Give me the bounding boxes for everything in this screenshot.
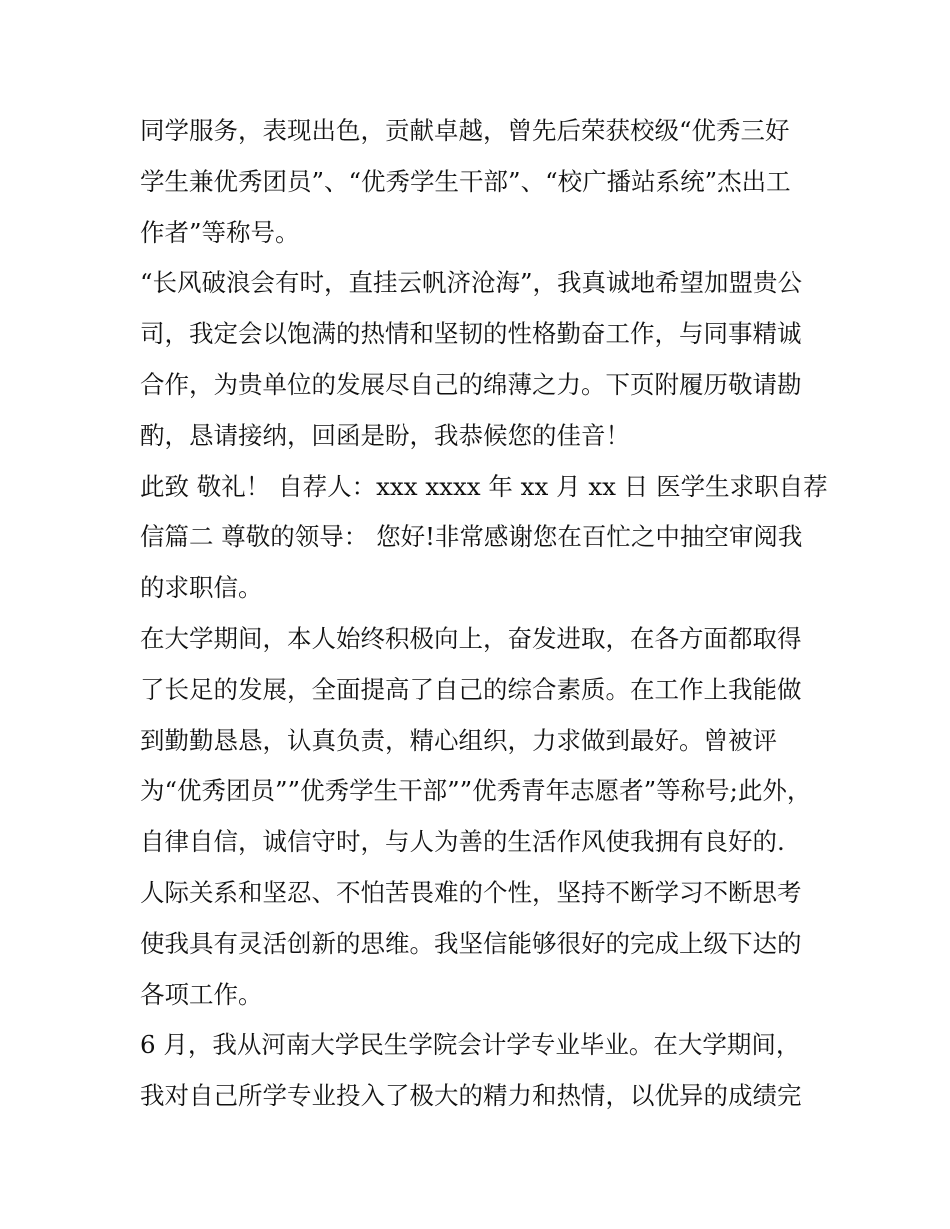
text-line: 为“优秀团员””优秀学生干部””优秀青年志愿者”等称号;此外， bbox=[140, 776, 812, 806]
text-line: 酌，恳请接纳，回函是盼，我恭候您的佳音！ bbox=[140, 420, 630, 450]
text-line: 学生兼优秀团员”、“优秀学生干部”、“校广播站系统”杰出工 bbox=[140, 166, 791, 196]
text-line: 作者”等称号。 bbox=[140, 217, 300, 247]
text-line: 的求职信。 bbox=[140, 573, 263, 603]
text-line: “长风破浪会有时，直挂云帆济沧海”，我真诚地希望加盟贵公 bbox=[140, 268, 803, 298]
text-line: 6 月，我从河南大学民生学院会计学专业毕业。在大学期间， bbox=[140, 1030, 801, 1060]
text-line: 合作，为贵单位的发展尽自己的绵薄之力。下页附履历敬请勘 bbox=[140, 369, 802, 399]
text-line: 使我具有灵活创新的思维。我坚信能够很好的完成上级下达的 bbox=[140, 928, 802, 958]
text-line: 到勤勤恳恳，认真负责，精心组织，力求做到最好。曾被评 bbox=[140, 725, 777, 755]
text-line: 人际关系和坚忍、不怕苦畏难的个性，坚持不断学习不断思考 bbox=[140, 877, 802, 907]
text-line: 司，我定会以饱满的热情和坚韧的性格勤奋工作，与同事精诚 bbox=[140, 319, 802, 349]
text-line: 自律自信，诚信守时，与人为善的生活作风使我拥有良好的. bbox=[140, 827, 785, 857]
text-line: 在大学期间，本人始终积极向上，奋发进取，在各方面都取得 bbox=[140, 623, 802, 653]
text-line: 信篇二 尊敬的领导： 您好!非常感谢您在百忙之中抽空审阅我 bbox=[140, 522, 803, 552]
text-line: 各项工作。 bbox=[140, 979, 263, 1009]
text-line: 此致 敬礼！ 自荐人：xxx xxxx 年 xx 月 xx 日 医学生求职自荐 bbox=[140, 471, 828, 501]
document-body bbox=[140, 106, 828, 1122]
text-line: 了长足的发展，全面提高了自己的综合素质。在工作上我能做 bbox=[140, 674, 802, 704]
text-line: 我对自己所学专业投入了极大的精力和热情，以优异的成绩完 bbox=[140, 1081, 802, 1111]
text-line: 同学服务，表现出色，贡献卓越，曾先后荣获校级“优秀三好 bbox=[140, 116, 790, 145]
